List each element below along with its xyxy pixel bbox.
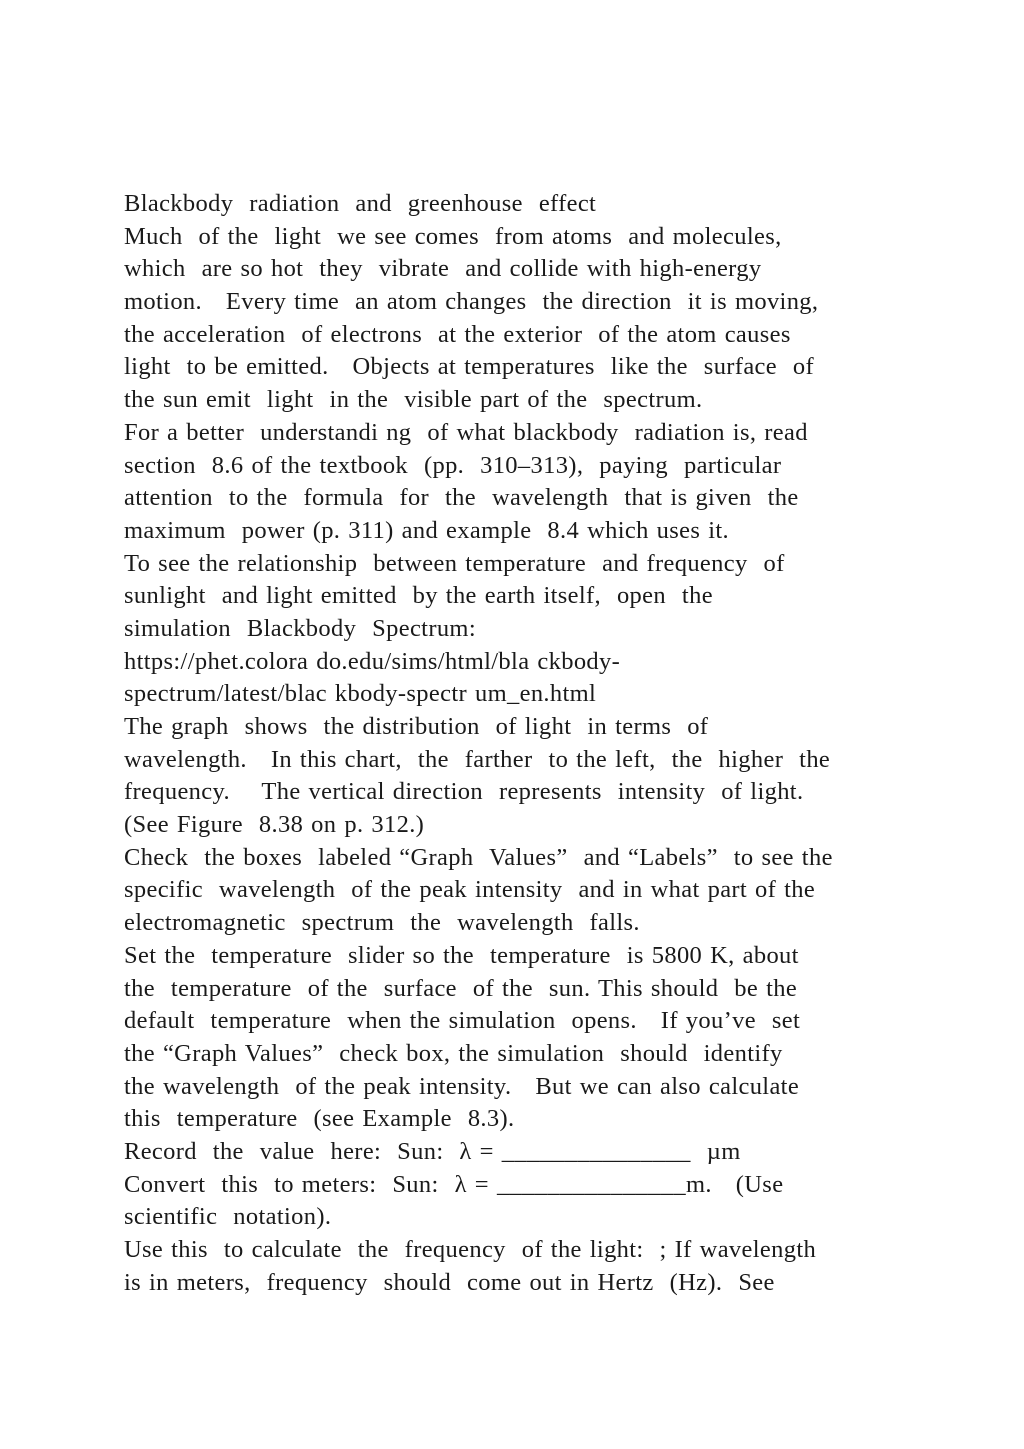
- text-line: To see the relationship between temperature and frequency of: [124, 549, 785, 577]
- text-line: default temperature when the simulation opens. If you’ve set: [124, 1007, 801, 1035]
- text-line: frequency. The vertical direction represents intensity of light.: [124, 778, 804, 806]
- text-line: wavelength. In this chart, the farther to the left, the higher the: [124, 745, 831, 773]
- document-title: Blackbody radiation and greenhouse effect: [124, 190, 597, 217]
- url-line: spectrum/latest/blac kbody-spectr um_en.html: [124, 680, 597, 708]
- text-line: is in meters, frequency should come out in Hertz (Hz). See: [124, 1268, 775, 1296]
- text-line: For a better understandi ng of what blackbody radiation is, read: [124, 418, 808, 446]
- text-line: the temperature of the surface of the sun. This should be the: [124, 974, 798, 1002]
- text-line: section 8.6 of the textbook (pp. 310–313), paying particular: [124, 451, 782, 479]
- text-line: light to be emitted. Objects at temperatures like the surface of: [124, 353, 815, 381]
- text-line: the “Graph Values” check box, the simulation should identify: [124, 1039, 783, 1067]
- text-line: specific wavelength of the peak intensity and in what part of the: [124, 876, 816, 904]
- text-line: maximum power (p. 311) and example 8.4 which uses it.: [124, 516, 730, 544]
- document-body: [124, 188, 914, 1299]
- text-line: motion. Every time an atom changes the direction it is moving,: [124, 288, 819, 316]
- text-line: Check the boxes labeled “Graph Values” and “Labels” to see the: [124, 843, 833, 871]
- url-line: https://phet.colora do.edu/sims/html/bla ckbody-: [124, 647, 621, 675]
- text-line: this temperature (see Example 8.3).: [124, 1105, 515, 1133]
- text-line: Set the temperature slider so the temperature is 5800 K, about: [124, 941, 799, 969]
- text-line: the wavelength of the peak intensity. But we can also calculate: [124, 1072, 800, 1100]
- text-line: Use this to calculate the frequency of the light: ; If wavelength: [124, 1236, 817, 1263]
- text-line: sunlight and light emitted by the earth itself, open the: [124, 582, 713, 610]
- text-line: The graph shows the distribution of light in terms of: [124, 713, 709, 740]
- text-line: scientific notation).: [124, 1203, 332, 1231]
- text-line: (See Figure 8.38 on p. 312.): [124, 811, 425, 839]
- text-line: Much of the light we see comes from atoms and molecules,: [124, 222, 782, 250]
- convert-line: Convert this to meters: Sun: λ = _______________m. (Use: [124, 1170, 784, 1198]
- text-line: electromagnetic spectrum the wavelength falls.: [124, 909, 640, 937]
- text-line: simulation Blackbody Spectrum:: [124, 614, 476, 642]
- text-line: attention to the formula for the wavelength that is given the: [124, 484, 799, 512]
- text-line: the sun emit light in the visible part of the spectrum.: [124, 386, 703, 414]
- record-value-line: Record the value here: Sun: λ = _______________ µm: [124, 1137, 741, 1165]
- text-line: which are so hot they vibrate and collide with high-energy: [124, 255, 762, 283]
- text-line: the acceleration of electrons at the exterior of the atom causes: [124, 320, 791, 348]
